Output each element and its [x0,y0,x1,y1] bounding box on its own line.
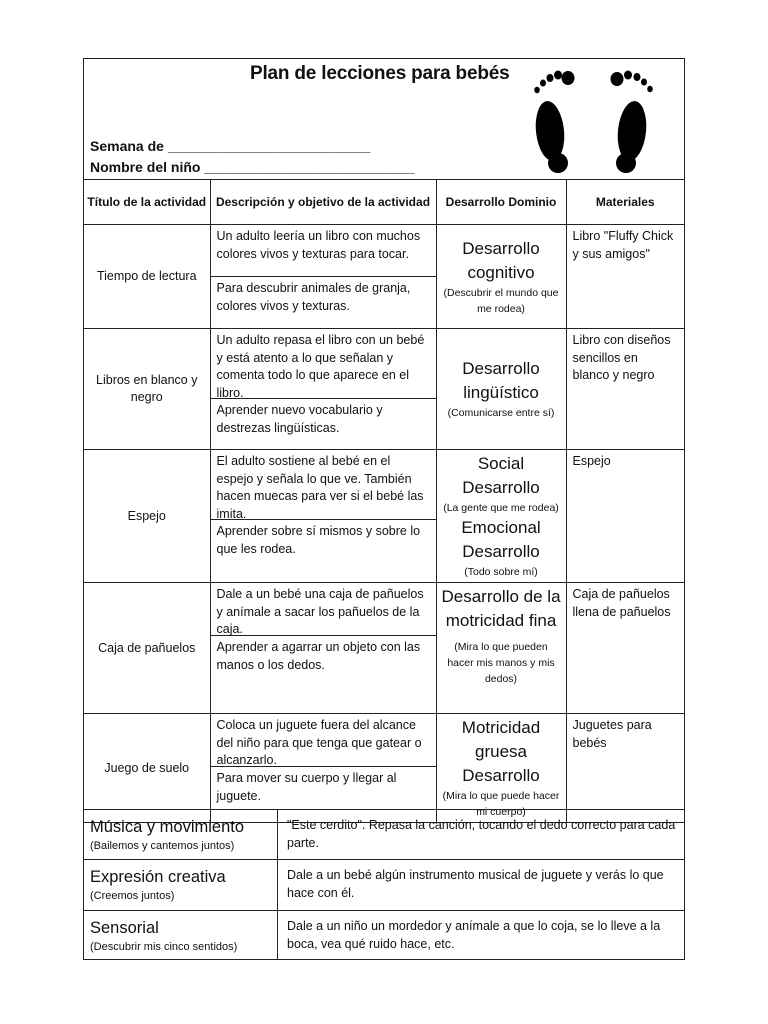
domain-name: Desarrollo de la motricidad fina [441,587,561,630]
activity-title: Juego de suelo [84,714,210,823]
domain-note: (Mira lo que puede hacer mi cuerpo) [442,790,560,818]
domain-cell [436,329,566,450]
activity-description: Un adulto leería un libro con muchos colores vivos y texturas para tocar. [216,229,421,261]
activity-objective: Aprender sobre sí mismos y sobre lo que les rodea. [211,519,436,558]
materials-cell: Libro con diseños sencillos en blanco y negro [566,329,684,450]
column-header-title: Título de la actividad [84,180,210,225]
activity-description: Dale a un bebé una caja de pañuelos y anímale a sacar los pañuelos de la caja. [216,587,424,636]
materials-cell: Juguetes para bebés [566,714,684,823]
domain-cell [436,714,566,823]
domain-note: (La gente que me rodea) [443,502,559,514]
extra-row [84,859,684,911]
activity-description-cell [210,714,436,823]
domain-note: (Descubrir el mundo que me rodea) [443,286,559,315]
child-name-field: Nombre del niño ___________________________ [90,159,415,175]
activity-description-cell [210,225,436,329]
domain-name: Social Desarrollo [462,454,540,497]
activity-objective: Para descubrir animales de granja, colores vivos y texturas. [211,276,436,315]
header [84,59,684,180]
week-field: Semana de __________________________ [90,138,371,154]
extra-row [84,910,684,960]
table-row [84,450,684,583]
activity-objective: Aprender nuevo vocabulario y destrezas lingüísticas. [211,398,436,437]
domain-name: Motricidad gruesa Desarrollo [461,718,541,785]
activity-description-cell [210,583,436,714]
table-row [84,714,684,823]
materials-cell: Espejo [566,450,684,583]
baby-footprints-icon [528,65,678,175]
table-row [84,583,684,714]
activity-title: Espejo [84,450,210,583]
table-row [84,225,684,329]
column-header-materials: Materiales [566,180,684,225]
domain-name: Desarrollo lingüístico [462,359,540,402]
domain-cell [436,450,566,583]
table-header-row [84,180,684,225]
materials-cell: Libro "Fluffy Chick y sus amigos" [566,225,684,329]
extra-text: Dale a un bebé algún instrumento musical de juguete y verás lo que hace con él. [287,868,664,900]
column-header-domain: Desarrollo Dominio [436,180,566,225]
domain-note: (Comunicarse entre sí) [447,407,555,419]
activities-table [84,179,684,823]
domain-note: (Mira lo que pueden hacer mis manos y mis dedos) [447,641,555,685]
extra-label-cell [84,860,278,911]
extra-label: Expresión creativa [90,868,226,886]
activity-title: Libros en blanco y negro [84,329,210,450]
extra-sublabel: (Descubrir mis cinco sentidos) [90,941,238,953]
activity-description: El adulto sostiene al bebé en el espejo y señala lo que ve. También hacen muecas para ver si el bebé las imita. [216,454,424,521]
table-row [84,329,684,450]
page-title: Plan de lecciones para bebés [250,63,510,84]
activity-objective: Para mover su cuerpo y llegar al juguete. [211,766,436,805]
activity-title: Caja de pañuelos [84,583,210,714]
extra-label: Sensorial [90,919,159,937]
materials-cell: Caja de pañuelos llena de pañuelos [566,583,684,714]
activity-description-cell [210,450,436,583]
domain-cell [436,583,566,714]
domain-note-secondary: (Todo sobre mí) [464,566,538,578]
extra-row [84,809,684,860]
domain-name-secondary: Emocional Desarrollo [461,518,541,561]
extra-label: Música y movimiento [90,818,245,836]
extra-text: Dale a un niño un mordedor y anímale a que lo coja, se lo lleve a la boca, vea qué ruido hace, etc. [287,919,661,951]
column-header-description: Descripción y objetivo de la actividad [210,180,436,225]
extra-sublabel: (Creemos juntos) [90,890,175,902]
activity-title: Tiempo de lectura [84,225,210,329]
lesson-plan-sheet [83,58,685,960]
extra-label-cell [84,911,278,960]
domain-name: Desarrollo cognitivo [462,238,540,282]
activity-description: Un adulto repasa el libro con un bebé y está atento a lo que señalan y comenta todo lo que aparece en el libro. [216,333,425,400]
activity-description-cell [210,329,436,450]
domain-cell [436,225,566,329]
extra-sublabel: (Bailemos y cantemos juntos) [90,840,235,852]
activity-objective: Aprender a agarrar un objeto con las manos o los dedos. [211,635,436,674]
activity-description: Coloca un juguete fuera del alcance del niño para que tenga que gatear o alcanzarlo. [216,718,422,767]
extra-label-cell [84,810,278,860]
extra-text: "Este cerdito". Repasa la canción, tocando el dedo correcto para cada parte. [287,818,676,850]
